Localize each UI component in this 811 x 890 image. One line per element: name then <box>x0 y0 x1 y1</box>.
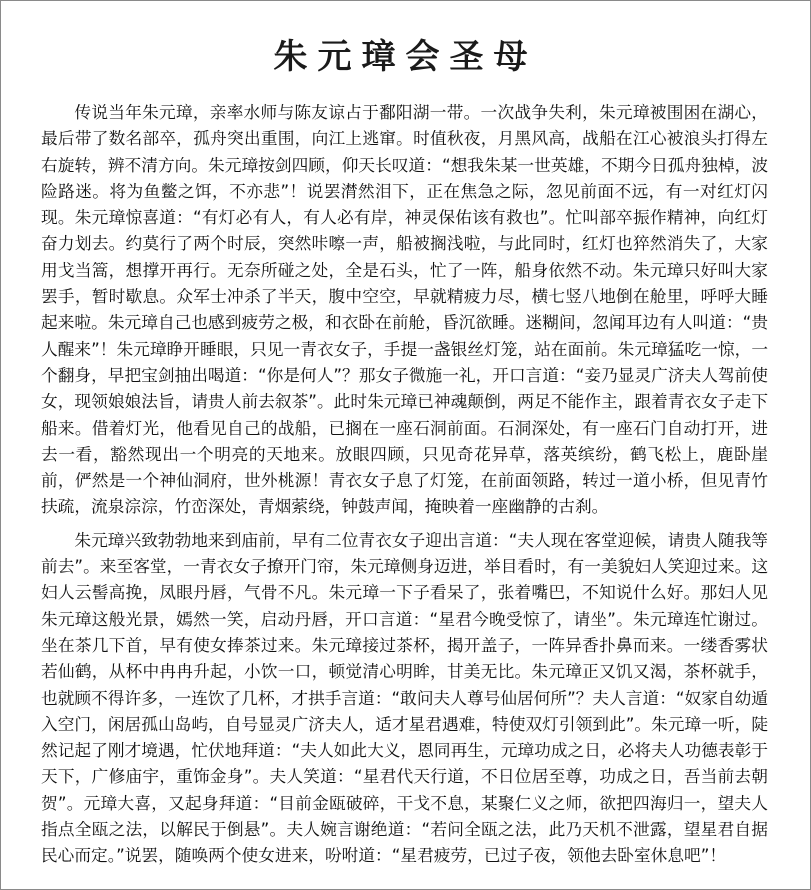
page-title: 朱元璋会圣母 <box>273 37 538 77</box>
document-body <box>41 99 768 869</box>
paragraph-2: 朱元璋兴致勃勃地来到庙前，早有二位青衣女子迎出言道：“夫人现在客堂迎候，请贵人随我等前去”。来至客堂，一青衣女子撩开门帘，朱元璋侧身迈进，举目看时，有一美貌妇人笑迎过来。这妇人云髻高挽，凤眼丹唇，气骨不凡。朱元璋一下子看呆了，张着嘴巴，不知说什么好。那妇人见朱元璋这般光景，嫣然一笑，启动丹唇，开口言道：“星君今晚受惊了，请坐”。朱元璋连忙谢过。坐在茶几下首，早有使女捧茶过来。朱元璋接过茶杯，揭开盖子，一阵异香扑鼻而来。一缕香雾状若仙鹤，从杯中冉冉升起，小饮一口，顿觉清心明眸，甘美无比。朱元璋正又饥又渴，茶杯就手，也就顾不得许多，一连饮了几杯，才拱手言道：“敢问夫人尊号仙居何所”？夫人言道：“奴家自幼遁入空门，闲居孤山岛屿，自号显灵广济夫人，适才星君遇难，特使双灯引领到此”。朱元璋一听，陡然记起了刚才境遇，忙伏地拜道：“夫人如此大义，恩同再生，元璋功成之日，必将夫人功德表彰于天下，广修庙宇，重饰金身”。夫人笑道：“星君代天行道，不日位居至尊，功成之日，吾当前去朝贺”。元璋大喜，又起身拜道：“目前金瓯破碎，干戈不息，某聚仁义之师，欲把四海归一，望夫人指点全瓯之法，以解民于倒悬”。夫人婉言谢绝道：“若问全瓯之法，此乃天机不泄露，望星君自据民心而定。”说罢，随唤两个使女进来，吩咐道：“星君疲劳，已过子夜，领他去卧室休息吧”！ <box>41 529 768 866</box>
paragraph-1: 传说当年朱元璋，亲率水师与陈友谅占于鄱阳湖一带。一次战争失利，朱元璋被围困在湖心，最后带了数名部卒，孤舟突出重围，向江上逃窜。时值秋夜，月黑风高，战船在江心被浪头打得左右旋转，辨不清方向。朱元璋按剑四顾，仰天长叹道：“想我朱某一世英雄，不期今日孤舟独棹，波险路迷。将为鱼鳖之饵，不亦悲”！说罢潸然泪下，正在焦急之际，忽见前面不远，有一对红灯闪现。朱元璋惊喜道：“有灯必有人，有人必有岸，神灵保佑该有救也”。忙叫部卒振作精神，向红灯奋力划去。约莫行了两个时辰，突然咔嚓一声，船被搁浅啦，与此同时，红灯也猝然消失了，大家用戈当篙，想撑开再行。无奈所碰之处，全是石头，忙了一阵，船身依然不动。朱元璋只好叫大家罢手，暂时歇息。众军士冲杀了半天，腹中空空，早就精疲力尽，横七竖八地倒在舱里，呼呼大睡起来啦。朱元璋自己也感到疲劳之极，和衣卧在前舱，昏沉欲睡。迷糊间，忽闻耳边有人叫道：“贵人醒来”！朱元璋睁开睡眼，只见一青衣女子，手提一盏银丝灯笼，站在面前。朱元璋猛吃一惊，一个翻身，早把宝剑抽出喝道：“你是何人”？那女子微施一礼，开口言道：“妾乃显灵广济夫人驾前使女，现领娘娘法旨，请贵人前去叙茶”。此时朱元璋已神魂颠倒，两足不能作主，跟着青衣女子走下船来。借着灯光，他看见自己的战船，已搁在一座石洞前面。石洞深处，有一座石门自动打开，进去一看，豁然现出一个明亮的天地来。放眼四顾，只见奇花异草，落英缤纷，鹤飞松上，鹿卧崖前，俨然是一个神仙洞府，世外桃源！青衣女子息了灯笼，在前面领路，转过一道小桥，但见青竹扶疏，流泉淙淙，竹峦深处，青烟萦绕，钟鼓声闻，掩映着一座幽静的古刹。 <box>41 102 769 517</box>
